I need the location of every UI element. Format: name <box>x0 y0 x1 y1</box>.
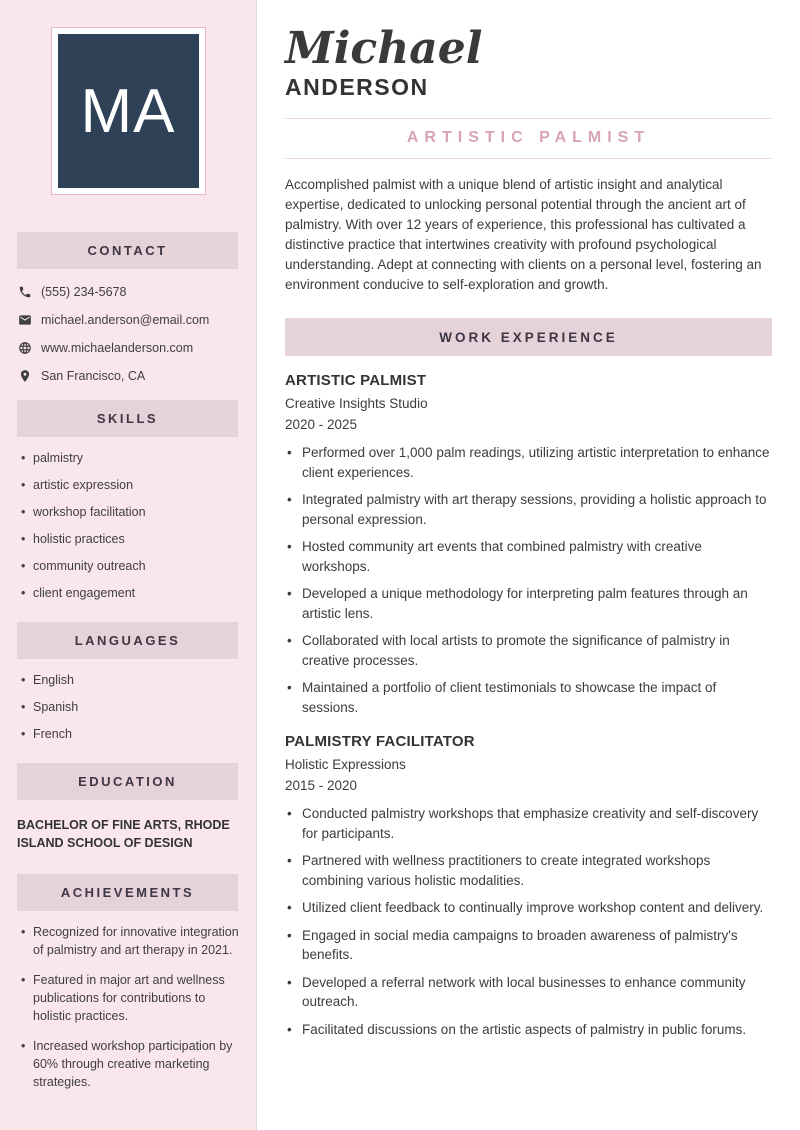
job-bullet: • Developed a referral network with local businesses to enhance community outreach. <box>285 973 772 1012</box>
job-entry-1 <box>285 372 772 717</box>
job-title-band <box>285 118 772 159</box>
achievement-item: • Increased workshop participation by 60% through creative marketing strategies. <box>21 1037 242 1091</box>
job-1-title: ARTISTIC PALMIST <box>285 372 427 390</box>
job-bullet: • Integrated palmistry with art therapy sessions, providing a holistic approach to personal expression. <box>285 490 772 529</box>
job-bullet: • Engaged in social media campaigns to broaden awareness of palmistry's benefits. <box>285 926 772 965</box>
skill-item: • client engagement <box>21 584 242 602</box>
contact-item-location <box>17 368 242 383</box>
skill-item: • holistic practices <box>21 530 242 548</box>
job-bullet: • Performed over 1,000 palm readings, utilizing artistic interpretation to enhance client experiences. <box>285 443 772 482</box>
contact-email-text[interactable]: michael.anderson@email.com <box>41 312 210 327</box>
achievement-item: • Recognized for innovative integration of palmistry and art therapy in 2021. <box>21 923 242 959</box>
contact-section <box>0 232 256 383</box>
main-content <box>257 0 800 1130</box>
contact-item-phone <box>17 284 242 299</box>
contact-website-text[interactable]: www.michaelanderson.com <box>41 340 194 355</box>
language-item: • French <box>21 725 242 743</box>
job-1-bullets <box>285 443 772 717</box>
contact-item-email[interactable] <box>17 312 242 327</box>
languages-list <box>0 671 256 743</box>
languages-section <box>0 622 256 743</box>
job-2-bullets <box>285 804 772 1039</box>
phone-icon <box>17 284 32 299</box>
skill-item: • artistic expression <box>21 476 242 494</box>
job-bullet: • Utilized client feedback to continually improve workshop content and delivery. <box>285 898 772 918</box>
page-job-title: ARTISTIC PALMIST <box>406 129 651 147</box>
contact-phone-text: (555) 234-5678 <box>41 284 127 299</box>
job-bullet: • Conducted palmistry workshops that emphasize creativity and self-discovery for participants. <box>285 804 772 843</box>
achievements-section <box>0 874 256 1091</box>
language-item: • English <box>21 671 242 689</box>
contact-location-text: San Francisco, CA <box>41 368 146 383</box>
email-icon <box>17 312 32 327</box>
achievements-heading: ACHIEVEMENTS <box>17 874 238 911</box>
skills-list <box>0 449 256 602</box>
monogram: MA <box>58 34 199 188</box>
globe-icon <box>17 340 32 355</box>
job-1-company: Creative Insights Studio <box>285 396 428 412</box>
skills-heading: SKILLS <box>17 400 238 437</box>
sidebar <box>0 0 257 1130</box>
education-heading: EDUCATION <box>17 763 238 800</box>
job-bullet: • Maintained a portfolio of client testimonials to showcase the impact of sessions. <box>285 678 772 717</box>
skill-item: • community outreach <box>21 557 242 575</box>
job-bullet: • Developed a unique methodology for interpreting palm features through an artistic lens. <box>285 584 772 623</box>
contact-list <box>0 284 256 383</box>
skill-item: • palmistry <box>21 449 242 467</box>
monogram-frame <box>51 27 206 195</box>
job-bullet: • Partnered with wellness practitioners to create integrated workshops combining various holistic modalities. <box>285 851 772 890</box>
job-2-title: PALMISTRY FACILITATOR <box>285 733 475 751</box>
achievements-list <box>0 923 256 1091</box>
last-name: ANDERSON <box>285 74 429 101</box>
work-experience-banner: WORK EXPERIENCE <box>285 318 772 356</box>
contact-item-website[interactable] <box>17 340 242 355</box>
achievement-item: • Featured in major art and wellness publications for contributions to holistic practices. <box>21 971 242 1025</box>
job-2-dates: 2015 - 2020 <box>285 778 358 794</box>
languages-heading: LANGUAGES <box>17 622 238 659</box>
job-2-company: Holistic Expressions <box>285 757 406 773</box>
location-icon <box>17 368 32 383</box>
job-entry-2 <box>285 733 772 1039</box>
summary-paragraph: Accomplished palmist with a unique blend of artistic insight and analytical expertise, dedicated to unlocking personal potential through the ancient art of palmistry. With over 12 years of experience, this professional has cultivated a distinctive practice that intertwines creativity with profound psychological understanding. Adept at connecting with clients on a personal level, fostering an environment conducive to self-exploration and growth. <box>285 177 762 293</box>
contact-heading: CONTACT <box>17 232 238 269</box>
first-name: Michael <box>285 23 483 74</box>
skills-section <box>0 400 256 602</box>
skill-item: • workshop facilitation <box>21 503 242 521</box>
job-bullet: • Facilitated discussions on the artistic aspects of palmistry in public forums. <box>285 1020 772 1040</box>
education-degree: BACHELOR OF FINE ARTS, RHODE ISLAND SCHOOL OF DESIGN <box>17 818 230 850</box>
job-bullet: • Collaborated with local artists to promote the significance of palmistry in creative processes. <box>285 631 772 670</box>
job-1-dates: 2020 - 2025 <box>285 417 358 433</box>
education-section <box>0 763 256 852</box>
job-bullet: • Hosted community art events that combined palmistry with creative workshops. <box>285 537 772 576</box>
language-item: • Spanish <box>21 698 242 716</box>
